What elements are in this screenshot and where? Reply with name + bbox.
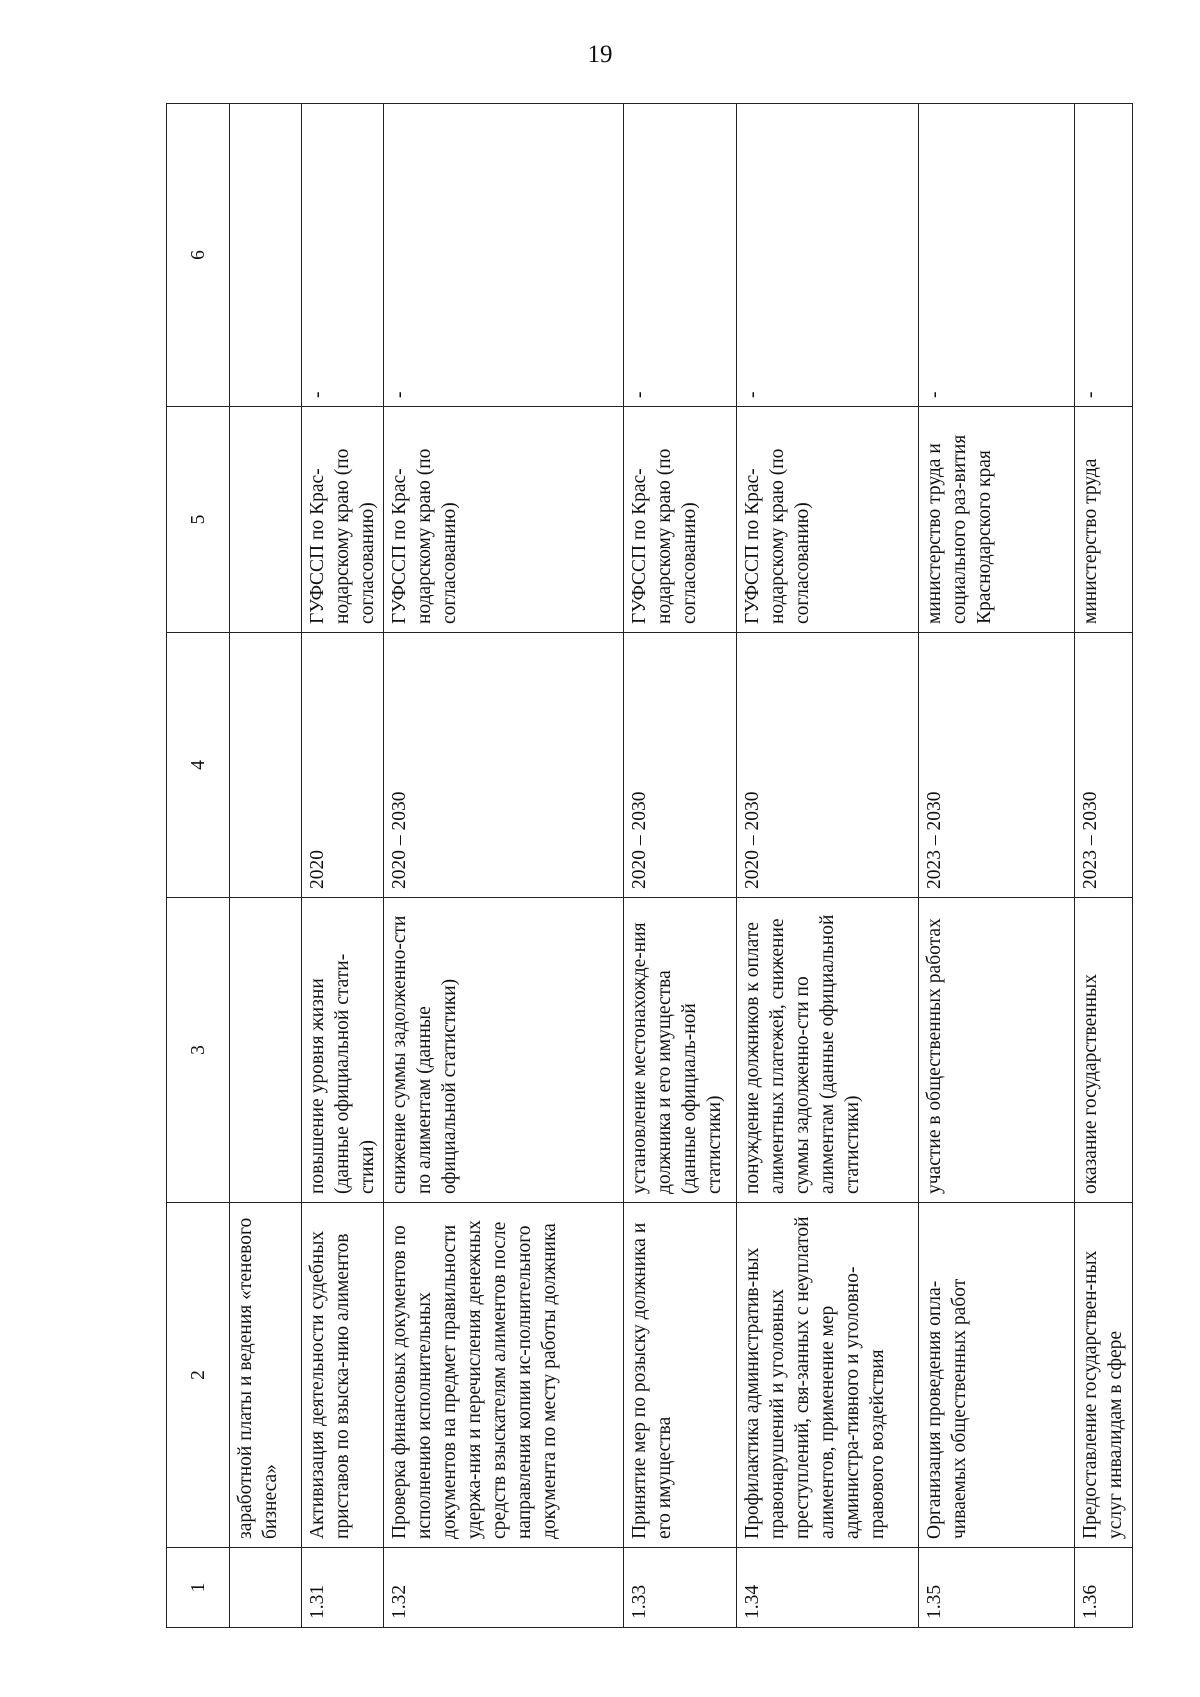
period-cell: 2020 [302, 633, 384, 898]
measure-cell: Профилактика административ-ных правонарушений и уголовных преступлений, свя-занных с неуплатой алиментов, применение мер администра-тивного и уголовно-правового воздействия [737, 1203, 919, 1548]
result-cell: повышение уровня жизни (данные официальной стати-стики) [302, 898, 384, 1203]
row-number [230, 1548, 302, 1628]
executor-cell: министерство труда и социального раз-вития Краснодарского края [919, 407, 1075, 633]
row-number: 1.35 [919, 1548, 1075, 1628]
table-row [302, 104, 384, 1628]
column-header: 2 [167, 1203, 230, 1548]
executor-cell: министерство труда [1075, 407, 1133, 633]
result-cell: снижение суммы задолженно-сти по алиментам (данные официальной статистики) [384, 898, 624, 1203]
row-number: 1.34 [737, 1548, 919, 1628]
measure-cell: заработной платы и ведения «теневого бизнеса» [230, 1203, 302, 1548]
header-row [167, 104, 230, 1628]
period-cell: 2020 – 2030 [384, 633, 624, 898]
table-row [624, 104, 737, 1628]
note-cell [230, 104, 302, 407]
row-number: 1.36 [1075, 1548, 1133, 1628]
result-cell [230, 898, 302, 1203]
measure-cell: Предоставление государствен-ных услуг инвалидам в сфере [1075, 1203, 1133, 1548]
result-cell: оказание государственных [1075, 898, 1133, 1203]
period-cell [230, 633, 302, 898]
note-cell: - [737, 104, 919, 407]
period-cell: 2023 – 2030 [919, 633, 1075, 898]
result-cell: участие в общественных работах [919, 898, 1075, 1203]
note-cell: - [919, 104, 1075, 407]
table-row [919, 104, 1075, 1628]
table-row [737, 104, 919, 1628]
measure-cell: Принятие мер по розыску должника и его имущества [624, 1203, 737, 1548]
measure-cell: Проверка финансовых документов по исполнению исполнительных документов на предмет правильности удержа-ния и перечисления денежных средств взыскателям алиментов после направления копии ис-полнительного документа по месту работы должника [384, 1203, 624, 1548]
result-cell: понуждение должников к оплате алиментных платежей, снижение суммы задолженно-сти по алиментам (данные официальной статистики) [737, 898, 919, 1203]
executor-cell: ГУФССП по Крас-нодарскому краю (по согласованию) [737, 407, 919, 633]
rotated-table-container [166, 104, 1132, 1628]
column-header: 5 [167, 407, 230, 633]
row-number: 1.32 [384, 1548, 624, 1628]
executor-cell: ГУФССП по Крас-нодарскому краю (по согласованию) [624, 407, 737, 633]
note-cell: - [302, 104, 384, 407]
column-header: 4 [167, 633, 230, 898]
table-row [384, 104, 624, 1628]
result-cell: установление местонахожде-ния должника и его имущества (данные официаль-ной статистики) [624, 898, 737, 1203]
executor-cell: ГУФССП по Крас-нодарскому краю (по согласованию) [302, 407, 384, 633]
executor-cell: ГУФССП по Крас-нодарскому краю (по согласованию) [384, 407, 624, 633]
row-number: 1.31 [302, 1548, 384, 1628]
period-cell: 2023 – 2030 [1075, 633, 1133, 898]
table-row [230, 104, 302, 1628]
column-header: 6 [167, 104, 230, 407]
row-number: 1.33 [624, 1548, 737, 1628]
page-number: 19 [587, 41, 613, 68]
note-cell: - [1075, 104, 1133, 407]
column-header: 1 [167, 1548, 230, 1628]
note-cell: - [384, 104, 624, 407]
table-row [1075, 104, 1133, 1628]
measures-table [166, 103, 1133, 1628]
period-cell: 2020 – 2030 [624, 633, 737, 898]
measure-cell: Активизация деятельности судебных приставов по взыска-нию алиментов [302, 1203, 384, 1548]
column-header: 3 [167, 898, 230, 1203]
note-cell: - [624, 104, 737, 407]
measure-cell: Организация проведения опла-чиваемых общественных работ [919, 1203, 1075, 1548]
executor-cell [230, 407, 302, 633]
period-cell: 2020 – 2030 [737, 633, 919, 898]
